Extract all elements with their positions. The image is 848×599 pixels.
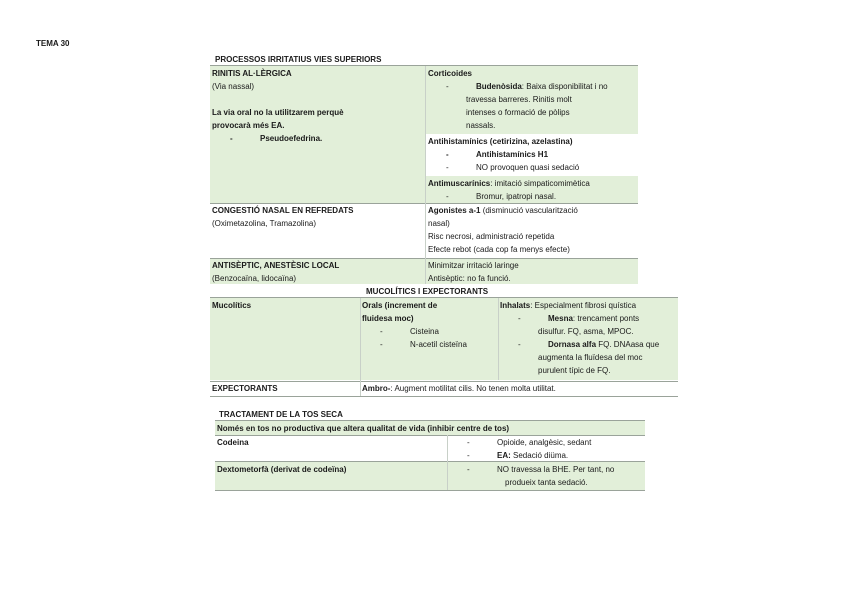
- cell-ambro: [360, 381, 678, 396]
- antih-item2: - NO provoquen quasi sedació: [446, 163, 580, 172]
- col-divider: [425, 66, 426, 284]
- rinitis-title: RINITIS AL·LÈRGICA: [212, 69, 292, 78]
- antih-title: Antihistamínics (cetirizina, azelastina): [428, 137, 573, 146]
- orals-l2: fluidesa moc): [362, 314, 414, 323]
- rinitis-p1: La via oral no la utilitzarem perquè: [212, 108, 344, 117]
- dorn-l3: purulent típic de FQ.: [538, 366, 611, 375]
- antisep-sub: (Benzocaïna, lidocaïna): [212, 274, 297, 283]
- cell-orals: [360, 298, 498, 380]
- rule: [215, 490, 645, 491]
- congest-title: CONGESTIÓ NASAL EN REFREDATS: [212, 206, 354, 215]
- rule: [215, 435, 645, 436]
- rule: [210, 203, 638, 204]
- rule: [210, 65, 638, 66]
- cortic-line3: intenses o formació de pòlips: [466, 108, 570, 117]
- congest-sub: (Oximetazolina, Tramazolina): [212, 219, 317, 228]
- col-divider: [360, 298, 361, 396]
- cortic-title: Corticoides: [428, 69, 473, 78]
- dorn-l2: augmenta la fluïdesa del moc: [538, 353, 643, 362]
- cortic-line4: nassals.: [466, 121, 496, 130]
- ambro-text: Ambro-: Augment motilitat cilis. No tenen molta utilitat.: [362, 384, 556, 393]
- agon-line3: Risc necrosi, administració repetida: [428, 232, 555, 241]
- muco-title: Mucolítics: [212, 301, 252, 310]
- orals-l1: Orals (increment de: [362, 301, 438, 310]
- orals-item2: - N-acetil cisteïna: [380, 340, 467, 349]
- cell-dexto-desc: [447, 462, 645, 490]
- dexto-item1: - NO travessa la BHE. Per tant, no: [467, 465, 615, 474]
- rule: [210, 396, 678, 397]
- cortic-line2: travessa barreres. Rinitis molt: [466, 95, 572, 104]
- cell-codeina-desc: [447, 435, 645, 461]
- codeina-item2: - EA: Sedació diüma.: [467, 451, 569, 460]
- antim-title: Antimuscarínics: imitació simpaticomimètica: [428, 179, 590, 188]
- cell-agonistes: [426, 203, 638, 258]
- rule: [210, 258, 638, 259]
- dorn-l1: - Dornasa alfa FQ. DNAasa que: [518, 340, 660, 349]
- antisep-title: ANTISÈPTIC, ANESTÈSIC LOCAL: [212, 261, 340, 270]
- tos-header-text: Només en tos no productiva que altera qualitat de vida (inhibir centre de tos): [217, 424, 510, 433]
- section-title-tos: TRACTAMENT DE LA TOS SECA: [219, 410, 343, 419]
- cell-antimuscarinics: [426, 176, 638, 203]
- inh-title: Inhalats: Especialment fibrosi quística: [500, 301, 637, 310]
- agon-line1: Agonistes a-1 (disminució vascularització: [428, 206, 578, 215]
- col-divider: [498, 298, 499, 380]
- cell-congestio: [210, 203, 426, 258]
- cell-mucolitics: [210, 298, 360, 380]
- dexto-item1-cont: produeix tanta sedació.: [505, 478, 588, 487]
- antisep-r2: Antisèptic: no fa funció.: [428, 274, 511, 283]
- antim-item1: - Bromur, ipatropi nasal.: [446, 192, 557, 201]
- section-title-irritatius: PROCESSOS IRRITATIUS VIES SUPERIORS: [215, 55, 382, 64]
- cortic-line1: - Budenòsida: Baixa disponibilitat i no: [446, 82, 608, 91]
- cell-inhalats: [498, 298, 678, 380]
- orals-item1: - Cisteina: [380, 327, 439, 336]
- cell-expectorants: [210, 381, 360, 396]
- antisep-r1: Minimitzar irritació laringe: [428, 261, 519, 270]
- dexto-title: Dextometorfà (derivat de codeïna): [217, 465, 347, 474]
- exp-title: EXPECTORANTS: [212, 384, 278, 393]
- cell-antiseptic: [210, 258, 426, 284]
- cell-dexto: [215, 462, 447, 490]
- cell-codeina: [215, 435, 447, 461]
- cell-antihistaminics: [426, 134, 638, 176]
- rinitis-item: - Pseudoefedrina.: [230, 134, 323, 143]
- cell-rinitis: [210, 66, 426, 203]
- agon-line4: Efecte rebot (cada cop fa menys efecte): [428, 245, 570, 254]
- antih-item1: - Antihistamínics H1: [446, 150, 549, 159]
- codeina-item1: - Opioide, analgèsic, sedant: [467, 438, 592, 447]
- agon-line2: nasal): [428, 219, 450, 228]
- rinitis-sub: (Via nassal): [212, 82, 255, 91]
- rinitis-p2: provocarà més EA.: [212, 121, 285, 130]
- col-divider: [447, 435, 448, 490]
- section-title-mucolitics: MUCOLÍTICS I EXPECTORANTS: [366, 287, 489, 296]
- cell-antiseptic-effects: [426, 258, 638, 284]
- rule: [215, 461, 645, 462]
- mesna-l2: disulfur. FQ, asma, MPOC.: [538, 327, 634, 336]
- cell-corticoides: [426, 66, 638, 134]
- topic-label: TEMA 30: [36, 39, 70, 48]
- tos-header: [215, 421, 645, 435]
- mesna-l1: - Mesna: trencament ponts: [518, 314, 640, 323]
- codeina-title: Codeina: [217, 438, 249, 447]
